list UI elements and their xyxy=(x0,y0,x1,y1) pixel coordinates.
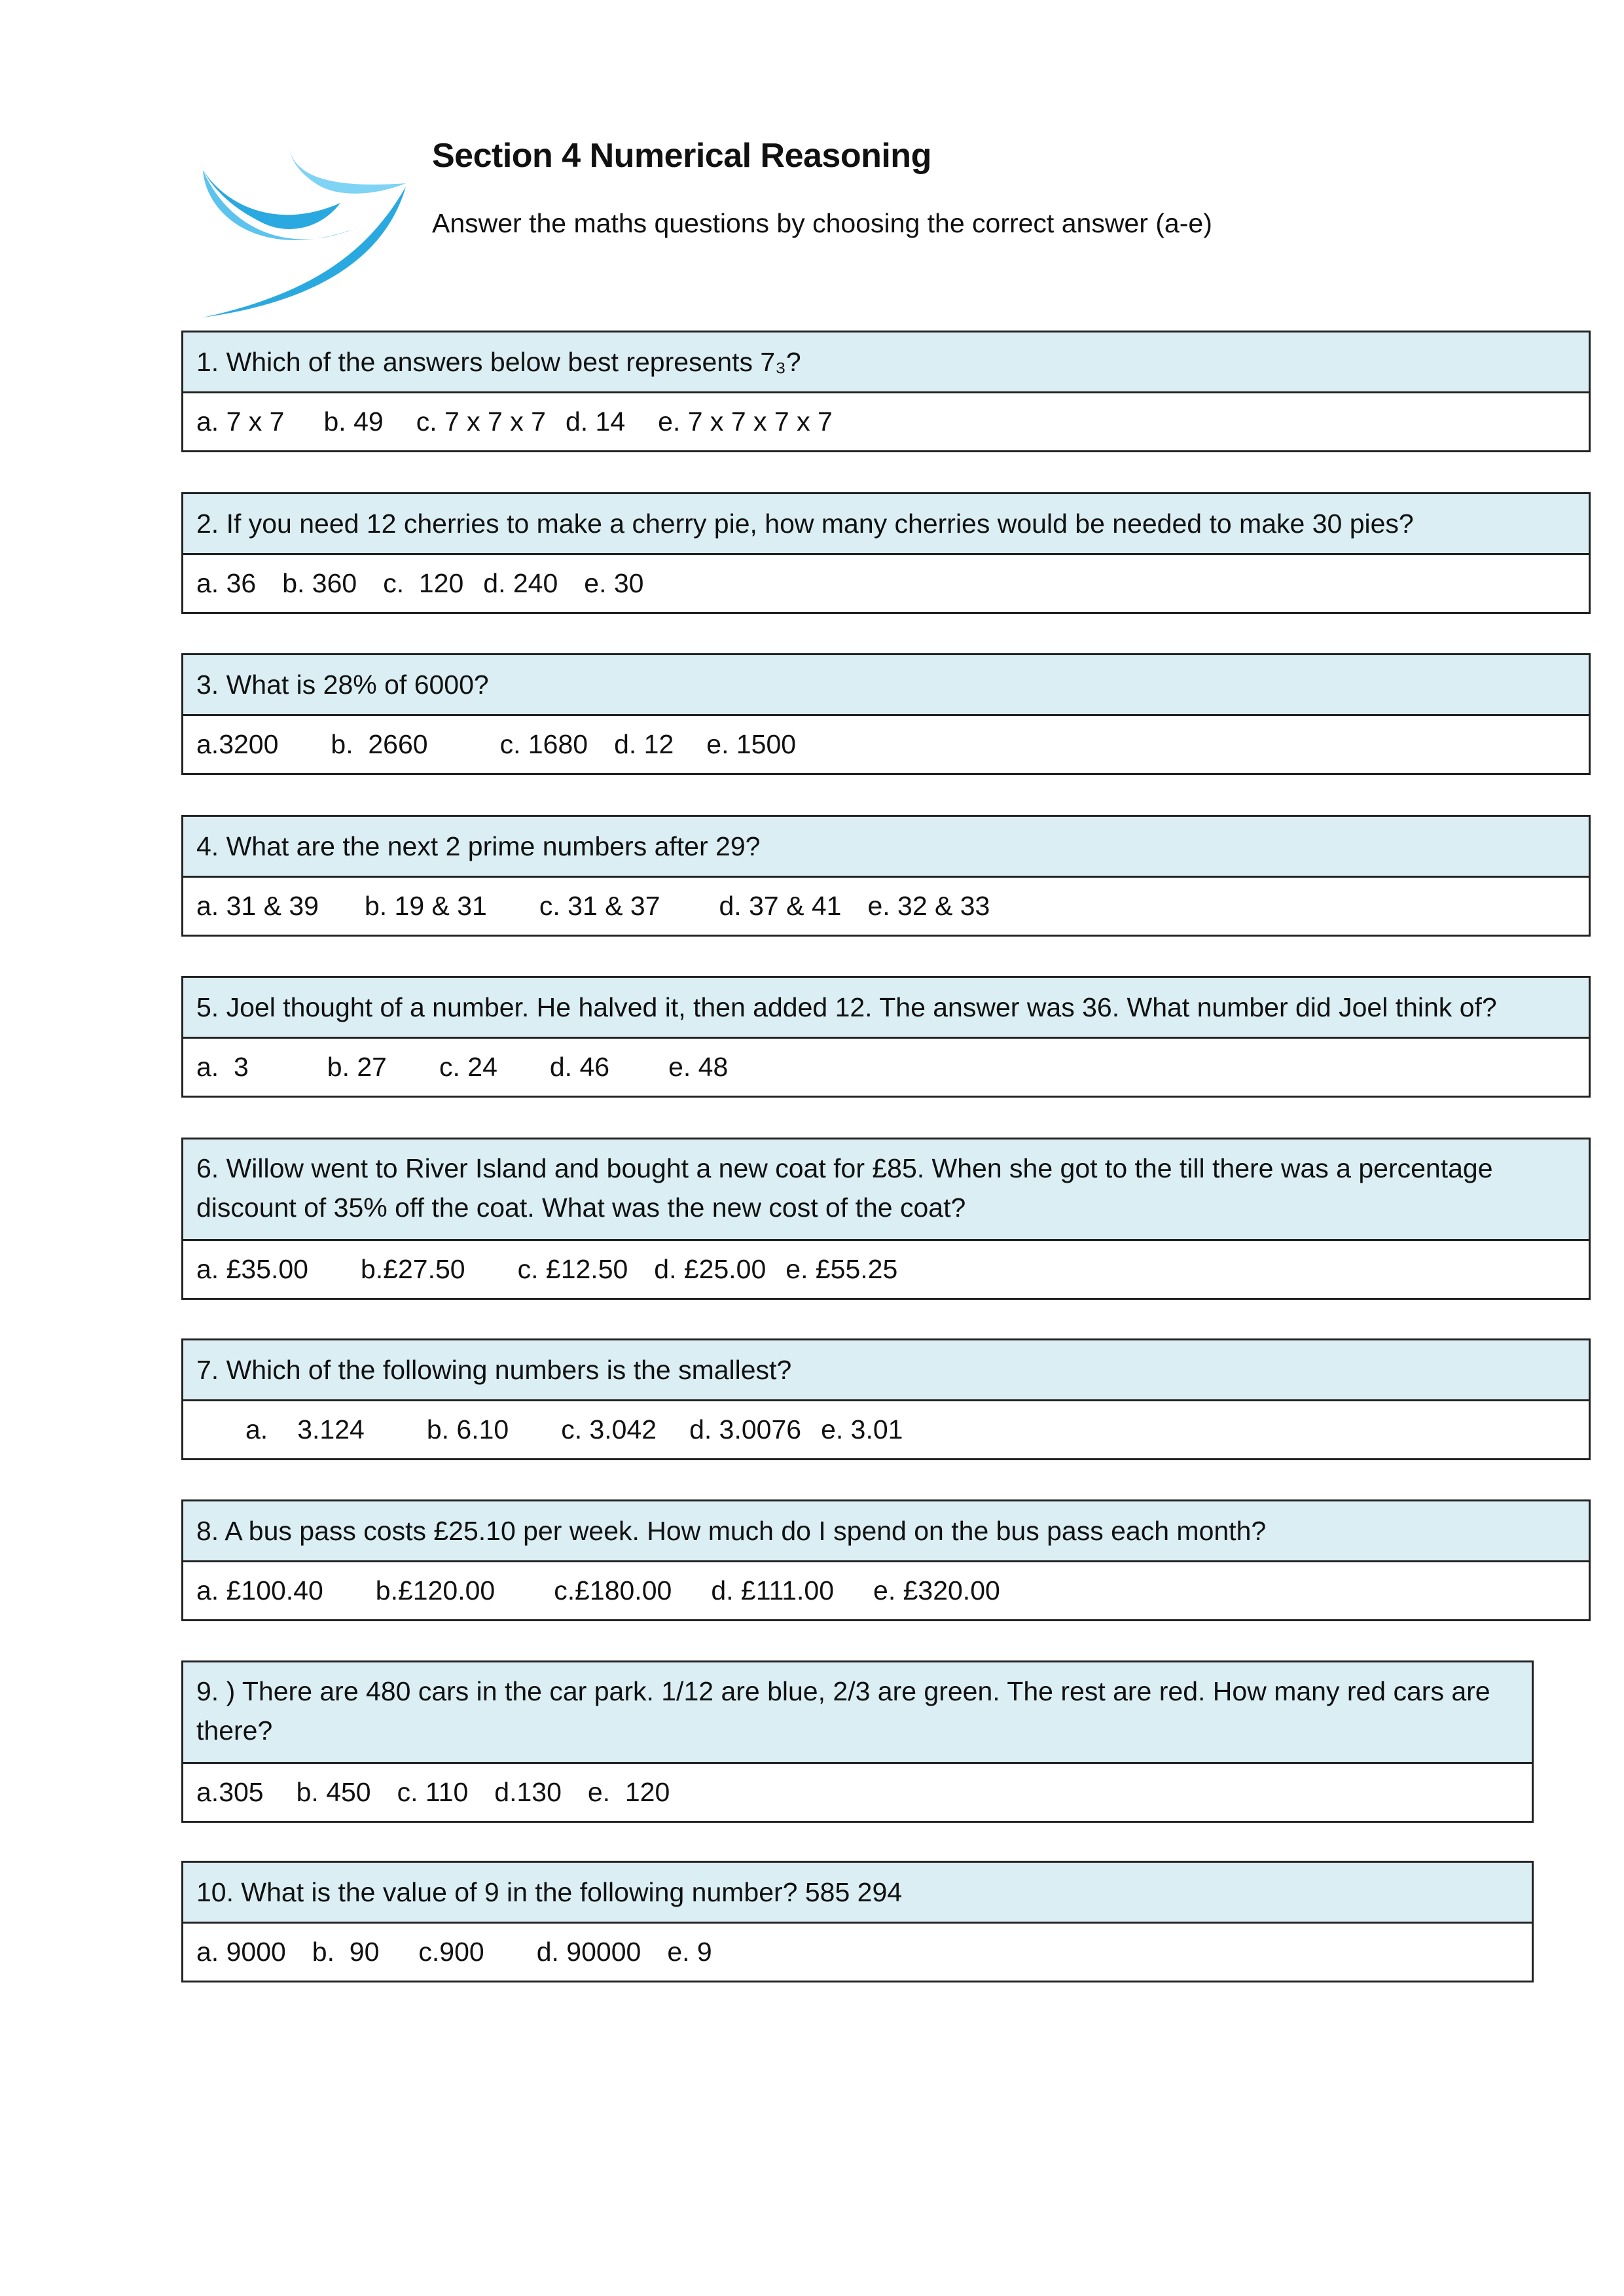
option-d[interactable]: d. 240 xyxy=(483,568,558,598)
question-7-text: 7. Which of the following numbers is the smallest? xyxy=(183,1340,1589,1401)
option-e[interactable]: e. 120 xyxy=(587,1777,670,1807)
question-5-box xyxy=(181,976,1591,1098)
question-10-options xyxy=(183,1924,1532,1981)
question-4-options xyxy=(183,878,1589,935)
question-9-line-2: there? xyxy=(196,1715,273,1746)
option-a[interactable]: a.3200 xyxy=(196,729,279,759)
option-a[interactable]: a. 31 & 39 xyxy=(196,891,319,921)
option-e[interactable]: e. £55.25 xyxy=(785,1254,898,1284)
swoosh-logo-icon xyxy=(190,131,412,321)
question-5-text: 5. Joel thought of a number. He halved it, then added 12. The answer was 36. What number did Joel think of? xyxy=(183,978,1589,1039)
option-a[interactable]: a. 3 xyxy=(196,1052,249,1082)
option-c[interactable]: c. 31 & 37 xyxy=(539,891,660,921)
option-a[interactable]: a. 7 x 7 xyxy=(196,406,285,437)
option-a[interactable]: a.305 xyxy=(196,1777,264,1807)
option-c[interactable]: c. 3.042 xyxy=(561,1414,657,1444)
option-e[interactable]: e. 32 & 33 xyxy=(867,891,990,921)
option-d[interactable]: d. £111.00 xyxy=(711,1575,835,1605)
question-9-line-1: 9. ) There are 480 cars in the car park. 1/12 are blue, 2/3 are green. The rest are red. How many red cars are xyxy=(196,1676,1490,1706)
question-2-text: 2. If you need 12 cherries to make a cherry pie, how many cherries would be needed to make 30 pies? xyxy=(183,494,1589,555)
question-6-line-2: discount of 35% off the coat. What was the new cost of the coat? xyxy=(196,1193,966,1223)
option-c[interactable]: c. £12.50 xyxy=(517,1254,628,1284)
question-3-box xyxy=(181,653,1591,775)
instructions: Answer the maths questions by choosing the correct answer (a-e) xyxy=(432,208,1212,238)
option-b[interactable]: b. 6.10 xyxy=(426,1414,509,1444)
question-6-options xyxy=(183,1241,1589,1298)
option-e[interactable]: e. 48 xyxy=(668,1052,729,1082)
option-e[interactable]: e. 1500 xyxy=(706,729,797,759)
option-a[interactable]: a. 9000 xyxy=(196,1937,286,1967)
option-b[interactable]: b. 2660 xyxy=(331,729,428,759)
question-6-box xyxy=(181,1138,1591,1300)
option-b[interactable]: b. 360 xyxy=(282,568,357,598)
question-8-box xyxy=(181,1499,1591,1621)
option-d[interactable]: d. 14 xyxy=(565,406,626,437)
question-9-options xyxy=(183,1764,1532,1821)
question-3-options xyxy=(183,716,1589,773)
option-d[interactable]: d. 90000 xyxy=(536,1937,641,1967)
question-5-options xyxy=(183,1039,1589,1096)
question-10-text: 10. What is the value of 9 in the following number? 585 294 xyxy=(183,1863,1532,1924)
option-d[interactable]: d. £25.00 xyxy=(654,1254,767,1284)
option-a[interactable]: a. £100.40 xyxy=(196,1575,323,1605)
question-8-options xyxy=(183,1562,1589,1619)
option-b[interactable]: b. 450 xyxy=(296,1777,371,1807)
option-c[interactable]: c.900 xyxy=(418,1937,484,1967)
option-e[interactable]: e. 7 x 7 x 7 x 7 xyxy=(658,406,833,437)
option-c[interactable]: c. 120 xyxy=(383,568,464,598)
option-d[interactable]: d. 3.0076 xyxy=(689,1414,802,1444)
option-b[interactable]: b. 27 xyxy=(327,1052,387,1082)
option-c[interactable]: c. 110 xyxy=(397,1777,469,1807)
question-9-text xyxy=(183,1662,1532,1764)
option-c[interactable]: c.£180.00 xyxy=(554,1575,672,1605)
question-4-box xyxy=(181,815,1591,937)
question-6-line-1: 6. Willow went to River Island and bought a new coat for £85. When she got to the till there was a percentage xyxy=(196,1153,1493,1183)
question-7-box xyxy=(181,1338,1591,1460)
question-3-text: 3. What is 28% of 6000? xyxy=(183,655,1589,716)
question-8-text: 8. A bus pass costs £25.10 per week. How much do I spend on the bus pass each month? xyxy=(183,1501,1589,1562)
option-b[interactable]: b. 90 xyxy=(312,1937,380,1967)
option-a-value[interactable]: 3.124 xyxy=(297,1414,365,1444)
question-10-box xyxy=(181,1861,1534,1982)
question-2-options xyxy=(183,555,1589,612)
option-e[interactable]: e. £320.00 xyxy=(873,1575,1000,1605)
page-title: Section 4 Numerical Reasoning xyxy=(432,137,931,175)
option-b[interactable]: b. 19 & 31 xyxy=(364,891,487,921)
option-d[interactable]: d. 46 xyxy=(549,1052,610,1082)
option-d[interactable]: d.130 xyxy=(494,1777,562,1807)
question-6-text xyxy=(183,1139,1589,1241)
option-d[interactable]: d. 37 & 41 xyxy=(719,891,842,921)
question-9-box xyxy=(181,1660,1534,1823)
option-b[interactable]: b. 49 xyxy=(323,406,384,437)
option-b[interactable]: b.£120.00 xyxy=(375,1575,496,1605)
option-e[interactable]: e. 9 xyxy=(667,1937,712,1967)
question-2-box xyxy=(181,492,1591,614)
option-c[interactable]: c. 24 xyxy=(439,1052,497,1082)
question-1-box xyxy=(181,331,1591,452)
question-4-text: 4. What are the next 2 prime numbers after 29? xyxy=(183,817,1589,878)
option-a[interactable]: a. xyxy=(245,1414,268,1444)
option-c[interactable]: c. 7 x 7 x 7 xyxy=(416,406,546,437)
option-e[interactable]: e. 3.01 xyxy=(821,1414,903,1444)
option-a[interactable]: a. £35.00 xyxy=(196,1254,308,1284)
option-c[interactable]: c. 1680 xyxy=(499,729,588,759)
question-1-text: 1. Which of the answers below best represents 7₃? xyxy=(183,332,1589,393)
question-7-options xyxy=(183,1401,1589,1458)
question-1-options xyxy=(183,393,1589,450)
option-d[interactable]: d. 12 xyxy=(614,729,674,759)
option-b[interactable]: b.£27.50 xyxy=(361,1254,465,1284)
option-a[interactable]: a. 36 xyxy=(196,568,257,598)
option-e[interactable]: e. 30 xyxy=(584,568,644,598)
